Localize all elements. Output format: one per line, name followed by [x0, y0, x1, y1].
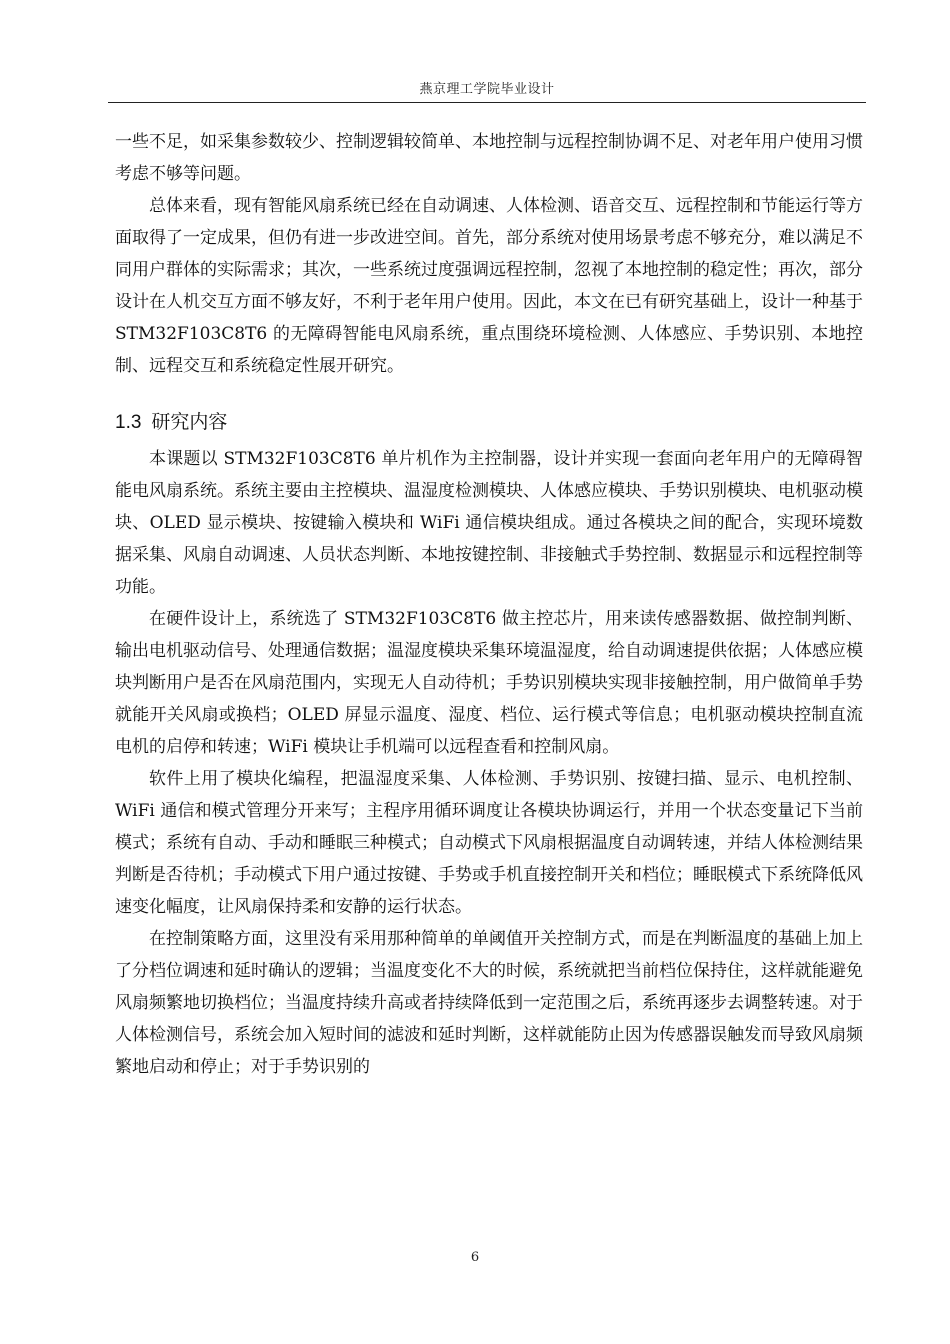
- paragraph: 在控制策略方面，这里没有采用那种简单的单阈值开关控制方式，而是在判断温度的基础上加上了分档位调速和延时确认的逻辑；当温度变化不大的时候，系统就把当前档位保持住，这样就能避免风扇频繁地切换档位；当温度持续升高或者持续降低到一定范围之后，系统再逐步去调整转速。对于人体检测信号，系统会加入短时间的滤波和延时判断，这样就能防止因为传感器误触发而导致风扇频繁地启动和停止；对于手势识别的: [115, 929, 863, 1077]
- paragraph-continuation: 一些不足，如采集参数较少、控制逻辑较简单、本地控制与远程控制协调不足、对老年用户使用习惯考虑不够等问题。: [115, 132, 863, 184]
- paragraph: 本课题以 STM32F103C8T6 单片机作为主控制器，设计并实现一套面向老年用户的无障碍智能电风扇系统。系统主要由主控模块、温湿度检测模块、人体感应模块、手势识别模块、电机驱动模块、OLED 显示模块、按键输入模块和 WiFi 通信模块组成。通过各模块之间的配合，实现环境数据采集、风扇自动调速、人员状态判断、本地按键控制、非接触式手势控制、数据显示和远程控制等功能。: [115, 449, 863, 597]
- paragraph: 软件上用了模块化编程，把温湿度采集、人体检测、手势识别、按键扫描、显示、电机控制、WiFi 通信和模式管理分开来写；主程序用循环调度让各模块协调运行，并用一个状态变量记下当前模式；系统有自动、手动和睡眠三种模式；自动模式下风扇根据温度自动调转速，并结人体检测结果判断是否待机；手动模式下用户通过按键、手势或手机直接控制开关和档位；睡眠模式下系统降低风速变化幅度，让风扇保持柔和安静的运行状态。: [115, 769, 863, 917]
- section-heading: [115, 404, 863, 441]
- page-number: 6: [470, 1250, 480, 1265]
- section-number: 1.3: [115, 412, 142, 433]
- section-title: 研究内容: [151, 411, 228, 433]
- paragraph: 在硬件设计上，系统选了 STM32F103C8T6 做主控芯片，用来读传感器数据、做控制判断、输出电机驱动信号、处理通信数据；温湿度模块采集环境温湿度，给自动调速提供依据；人体感应模块判断用户是否在风扇范围内，实现无人自动待机；手势识别模块实现非接触控制，用户做简单手势就能开关风扇或换档；OLED 屏显示温度、湿度、档位、运行模式等信息；电机驱动模块控制直流电机的启停和转速；WiFi 模块让手机端可以远程查看和控制风扇。: [115, 609, 863, 757]
- paragraph: 总体来看，现有智能风扇系统已经在自动调速、人体检测、语音交互、远程控制和节能运行等方面取得了一定成果，但仍有进一步改进空间。首先，部分系统对使用场景考虑不够充分，难以满足不同用户群体的实际需求；其次，一些系统过度强调远程控制，忽视了本地控制的稳定性；再次，部分设计在人机交互方面不够友好，不利于老年用户使用。因此，本文在已有研究基础上，设计一种基于 STM32F103C8T6 的无障碍智能电风扇系统，重点围绕环境检测、人体感应、手势识别、本地控制、远程交互和系统稳定性展开研究。: [115, 196, 863, 376]
- running-header: 燕京理工学院毕业设计: [419, 82, 555, 97]
- header-rule: [108, 102, 866, 103]
- body-text: [115, 126, 863, 1083]
